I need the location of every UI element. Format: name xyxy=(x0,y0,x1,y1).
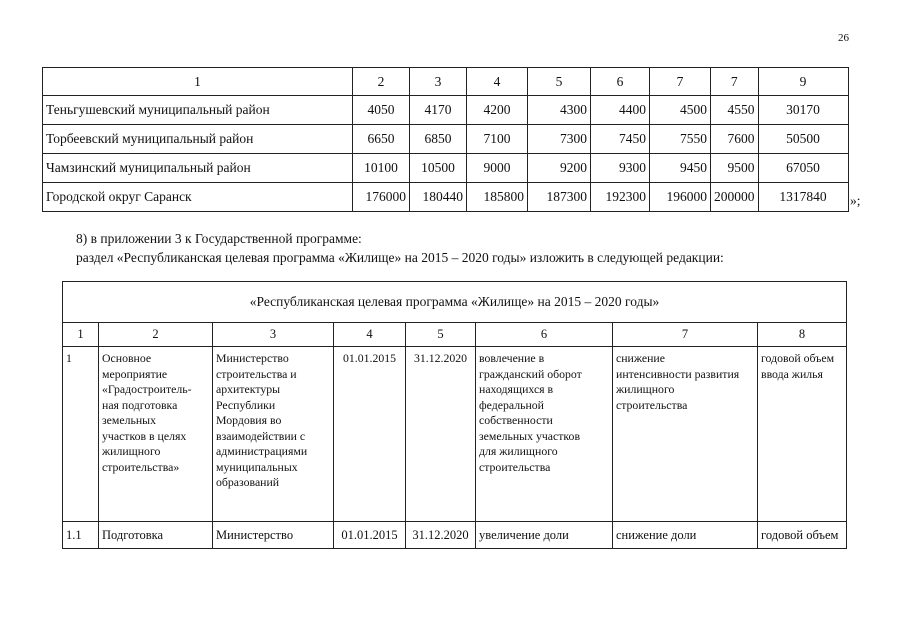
district-name: Теньгушевский муниципальный район xyxy=(43,96,353,125)
responsible-party xyxy=(213,347,334,522)
value-cell: 9000 xyxy=(467,154,528,183)
header-cell: 3 xyxy=(410,68,467,96)
cell-line: собственности xyxy=(479,413,553,427)
cell-line: ввода жилья xyxy=(761,366,823,381)
value-cell: 4500 xyxy=(650,96,711,125)
item-number: 1.1 xyxy=(63,522,99,549)
table-row xyxy=(43,183,849,212)
cell-line: годовой объем xyxy=(761,351,835,365)
value-cell: 9450 xyxy=(650,154,711,183)
value-cell: 4550 xyxy=(711,96,759,125)
item-number: 1 xyxy=(63,347,99,522)
district-name: Торбеевский муниципальный район xyxy=(43,125,353,154)
consequence: снижение доли xyxy=(613,522,758,549)
value-cell: 7300 xyxy=(528,125,591,154)
total-cell: 50500 xyxy=(758,125,848,154)
value-cell: 7450 xyxy=(591,125,650,154)
value-cell: 4200 xyxy=(467,96,528,125)
table-header-row xyxy=(63,323,847,347)
header-cell: 7 xyxy=(711,68,759,96)
total-cell: 1317840 xyxy=(758,183,848,212)
value-cell: 9200 xyxy=(528,154,591,183)
cell-line: строительства и xyxy=(216,366,297,381)
table-row xyxy=(43,154,849,183)
page-number: 26 xyxy=(838,32,849,44)
program-table xyxy=(62,281,847,549)
indicator xyxy=(758,347,847,522)
value-cell: 10100 xyxy=(353,154,410,183)
value-cell: 192300 xyxy=(591,183,650,212)
cell-line: участков в целях xyxy=(102,428,187,443)
cell-line: интенсивности развития xyxy=(616,366,740,381)
cell-line: муниципальных xyxy=(216,459,298,474)
header-cell: 8 xyxy=(758,323,847,347)
header-cell: 2 xyxy=(353,68,410,96)
header-cell: 4 xyxy=(334,323,406,347)
table-row xyxy=(43,125,849,154)
amendment-paragraph: 8) в приложении 3 к Государственной программе: xyxy=(76,231,362,246)
program-title: «Республиканская целевая программа «Жилище» на 2015 – 2020 годы» xyxy=(63,282,847,323)
table-row xyxy=(63,522,847,549)
cell-line: строительства» xyxy=(102,459,180,474)
table-row xyxy=(43,96,849,125)
expected-result: увеличение доли xyxy=(476,522,613,549)
cell-line: строительства xyxy=(479,459,551,474)
value-cell: 7550 xyxy=(650,125,711,154)
district-values-table xyxy=(42,67,849,212)
header-cell: 3 xyxy=(213,323,334,347)
header-cell: 1 xyxy=(63,323,99,347)
header-cell: 7 xyxy=(613,323,758,347)
cell-line: вовлечение в xyxy=(479,351,545,365)
value-cell: 9500 xyxy=(711,154,759,183)
cell-line: земельных xyxy=(102,413,157,427)
value-cell: 185800 xyxy=(467,183,528,212)
cell-line: взаимодействии с xyxy=(216,428,306,443)
value-cell: 7100 xyxy=(467,125,528,154)
cell-line: жилищного xyxy=(102,444,161,458)
closing-quote: »; xyxy=(850,193,861,208)
header-cell: 4 xyxy=(467,68,528,96)
value-cell: 4300 xyxy=(528,96,591,125)
expected-result xyxy=(476,347,613,522)
value-cell: 187300 xyxy=(528,183,591,212)
table-row xyxy=(63,347,847,522)
district-name: Городской округ Саранск xyxy=(43,183,353,212)
responsible-party: Министерство xyxy=(213,522,334,549)
cell-line: земельных участков xyxy=(479,428,581,443)
value-cell: 6650 xyxy=(353,125,410,154)
cell-line: Республики xyxy=(216,397,276,412)
activity-name xyxy=(99,347,213,522)
value-cell: 196000 xyxy=(650,183,711,212)
cell-line: архитектуры xyxy=(216,382,281,396)
value-cell: 180440 xyxy=(410,183,467,212)
value-cell: 7600 xyxy=(711,125,759,154)
value-cell: 10500 xyxy=(410,154,467,183)
start-date: 01.01.2015 xyxy=(334,522,406,549)
header-cell: 5 xyxy=(528,68,591,96)
header-cell: 2 xyxy=(99,323,213,347)
header-cell: 9 xyxy=(758,68,848,96)
header-cell: 5 xyxy=(406,323,476,347)
amendment-text: раздел «Республиканская целевая программа «Жилище» на 2015 – 2020 годы» изложить в следующей редакции: xyxy=(76,250,724,265)
cell-line: находящихся в xyxy=(479,382,554,396)
total-cell: 67050 xyxy=(758,154,848,183)
start-date: 01.01.2015 xyxy=(334,347,406,522)
cell-line: Министерство xyxy=(216,351,289,365)
cell-line: для жилищного xyxy=(479,444,558,458)
cell-line: Мордовия во xyxy=(216,413,282,427)
cell-line: гражданский оборот xyxy=(479,366,582,381)
district-name: Чамзинский муниципальный район xyxy=(43,154,353,183)
cell-line: ная подготовка xyxy=(102,397,178,412)
value-cell: 4170 xyxy=(410,96,467,125)
cell-line: Основное xyxy=(102,351,152,365)
total-cell: 30170 xyxy=(758,96,848,125)
activity-name: Подготовка xyxy=(99,522,213,549)
indicator: годовой объем xyxy=(758,522,847,549)
table-header-row xyxy=(43,68,849,96)
value-cell: 9300 xyxy=(591,154,650,183)
end-date: 31.12.2020 xyxy=(406,347,476,522)
cell-line: снижение xyxy=(616,351,665,365)
cell-line: образований xyxy=(216,475,280,489)
value-cell: 176000 xyxy=(353,183,410,212)
header-cell: 1 xyxy=(43,68,353,96)
value-cell: 4400 xyxy=(591,96,650,125)
cell-line: администрациями xyxy=(216,444,308,458)
cell-line: мероприятие xyxy=(102,366,168,381)
value-cell: 4050 xyxy=(353,96,410,125)
cell-line: строительства xyxy=(616,397,688,412)
end-date: 31.12.2020 xyxy=(406,522,476,549)
value-cell: 6850 xyxy=(410,125,467,154)
consequence xyxy=(613,347,758,522)
header-cell: 6 xyxy=(591,68,650,96)
cell-line: федеральной xyxy=(479,397,544,412)
header-cell: 6 xyxy=(476,323,613,347)
cell-line: «Градостроитель- xyxy=(102,382,192,396)
cell-line: жилищного xyxy=(616,382,675,396)
value-cell: 200000 xyxy=(711,183,759,212)
header-cell: 7 xyxy=(650,68,711,96)
